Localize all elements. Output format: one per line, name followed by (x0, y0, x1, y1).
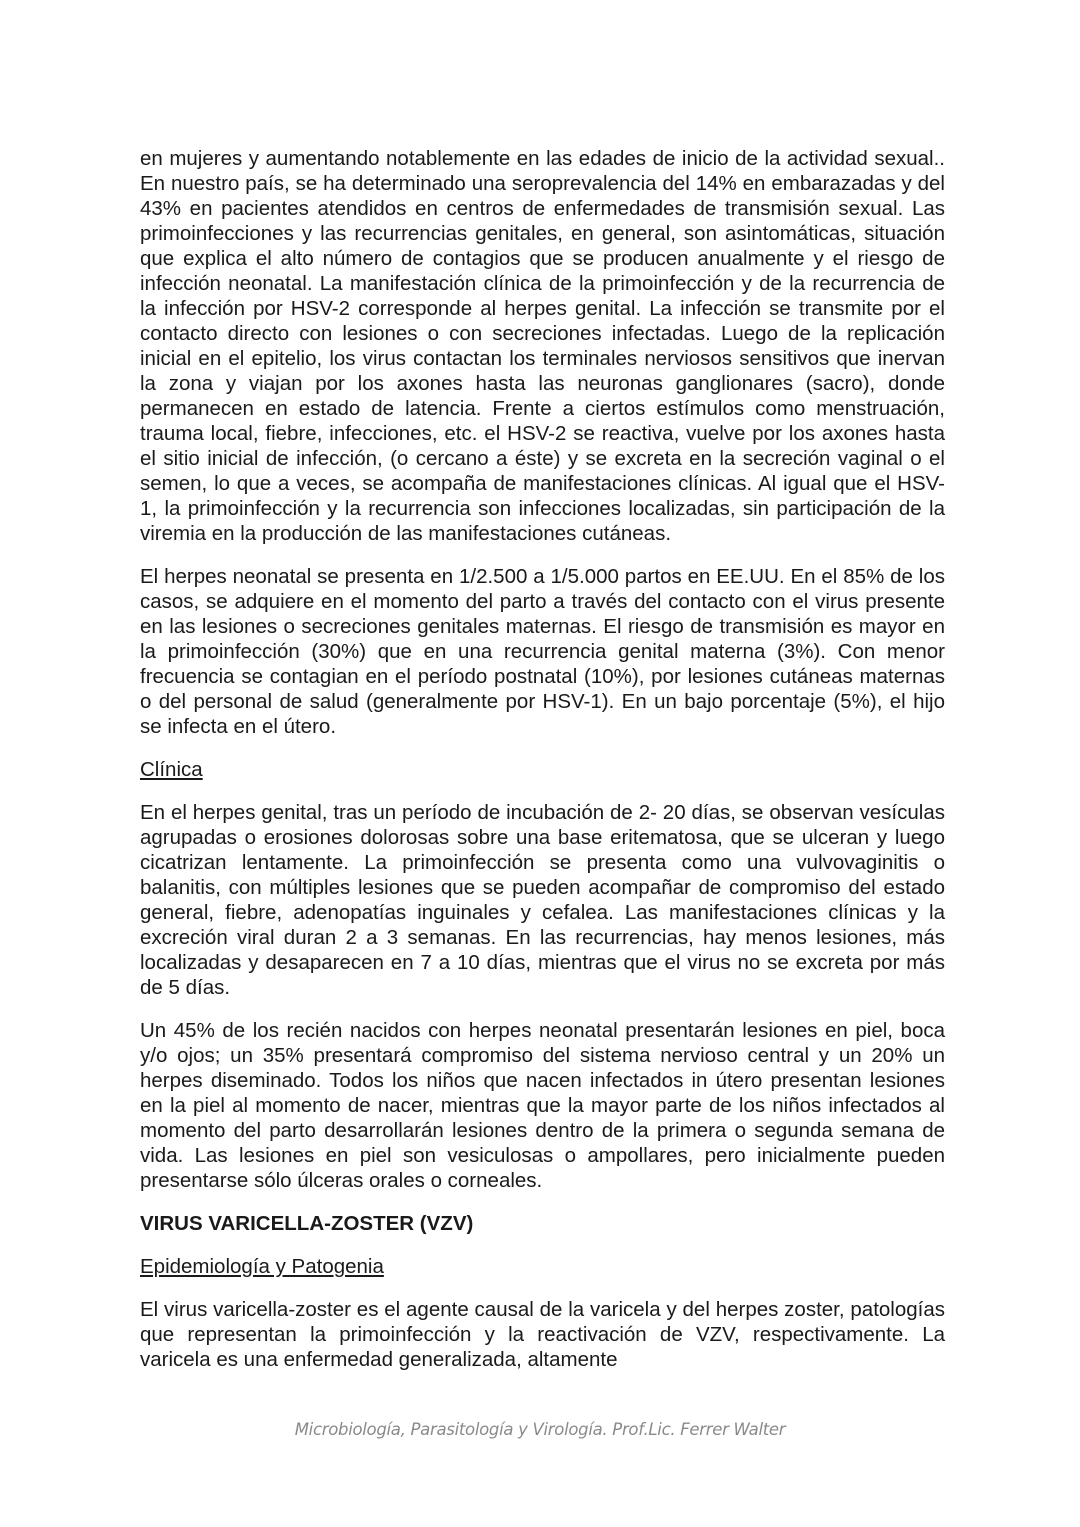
heading-clinica: Clínica (140, 758, 203, 781)
heading-vzv: VIRUS VARICELLA-ZOSTER (VZV) (140, 1212, 474, 1235)
page-footer: Microbiología, Parasitología y Virología. Prof.Lic. Ferrer Walter (294, 1420, 786, 1439)
paragraph-neonatal-herpes: El herpes neonatal se presenta en 1/2.500 a 1/5.000 partos en EE.UU. En el 85% de los casos, se adquiere en el momento del parto a través del contacto con el virus presente en las lesiones o secreciones genitales maternas. El riesgo de transmisión es mayor en la primoinfección (30%) que en una recurrencia genital materna (3%). Con menor frecuencia se contagian en el período postnatal (10%), por lesiones cutáneas maternas o del personal de salud (generalmente por HSV-1). En un bajo porcentaje (5%), el hijo se infecta en el útero. (140, 565, 945, 738)
page-body (140, 146, 945, 1390)
paragraph-neonatal-lesions: Un 45% de los recién nacidos con herpes neonatal presentarán lesiones en piel, boca y/o ojos; un 35% presentará compromiso del sistema nervioso central y un 20% un herpes diseminado. Todos los niños que nacen infectados in útero presentan lesiones en la piel al momento de nacer, mientras que la mayor parte de los niños infectados al momento del parto desarrollarán lesiones dentro de la primera o segunda semana de vida. Las lesiones en piel son vesiculosas o ampollares, pero inicialmente pueden presentarse sólo úlceras orales o corneales. (140, 1019, 945, 1192)
heading-epidemiologia: Epidemiología y Patogenia (140, 1255, 384, 1278)
paragraph-hsv2-epidemiology: en mujeres y aumentando notablemente en las edades de inicio de la actividad sexual.. En nuestro país, se ha determinado una seroprevalencia del 14% en embarazadas y del 43% en pacientes atendidos en centros de enfermedades de transmisión sexual. Las primoinfecciones y las recurrencias genitales, en general, son asintomáticas, situación que explica el alto número de contagios que se producen anualmente y el riesgo de infección neonatal. La manifestación clínica de la primoinfección y de la recurrencia de la infección por HSV-2 corresponde al herpes genital. La infección se transmite por el contacto directo con lesiones o con secreciones infectadas. Luego de la replicación inicial en el epitelio, los virus contactan los terminales nerviosos sensitivos que inervan la zona y viajan por los axones hasta las neuronas ganglionares (sacro), donde permanecen en estado de latencia. Frente a ciertos estímulos como menstruación, trauma local, fiebre, infecciones, etc. el HSV-2 se reactiva, vuelve por los axones hasta el sitio inicial de infección, (o cercano a éste) y se excreta en la secreción vaginal o el semen, lo que a veces, se acompaña de manifestaciones clínicas. Al igual que el HSV-1, la primoinfección y la recurrencia son infecciones localizadas, sin participación de la viremia en la producción de las manifestaciones cutáneas. (140, 147, 945, 545)
paragraph-vzv-intro: El virus varicella-zoster es el agente causal de la varicela y del herpes zoster, patologías que representan la primoinfección y la reactivación de VZV, respectivamente. La varicela es una enfermedad generalizada, altamente (140, 1298, 945, 1371)
paragraph-genital-herpes-clinic: En el herpes genital, tras un período de incubación de 2- 20 días, se observan vesículas agrupadas o erosiones dolorosas sobre una base eritematosa, que se ulceran y luego cicatrizan lentamente. La primoinfección se presenta como una vulvovaginitis o balanitis, con múltiples lesiones que se pueden acompañar de compromiso del estado general, fiebre, adenopatías inguinales y cefalea. Las manifestaciones clínicas y la excreción viral duran 2 a 3 semanas. En las recurrencias, hay menos lesiones, más localizadas y desaparecen en 7 a 10 días, mientras que el virus no se excreta por más de 5 días. (140, 801, 945, 999)
